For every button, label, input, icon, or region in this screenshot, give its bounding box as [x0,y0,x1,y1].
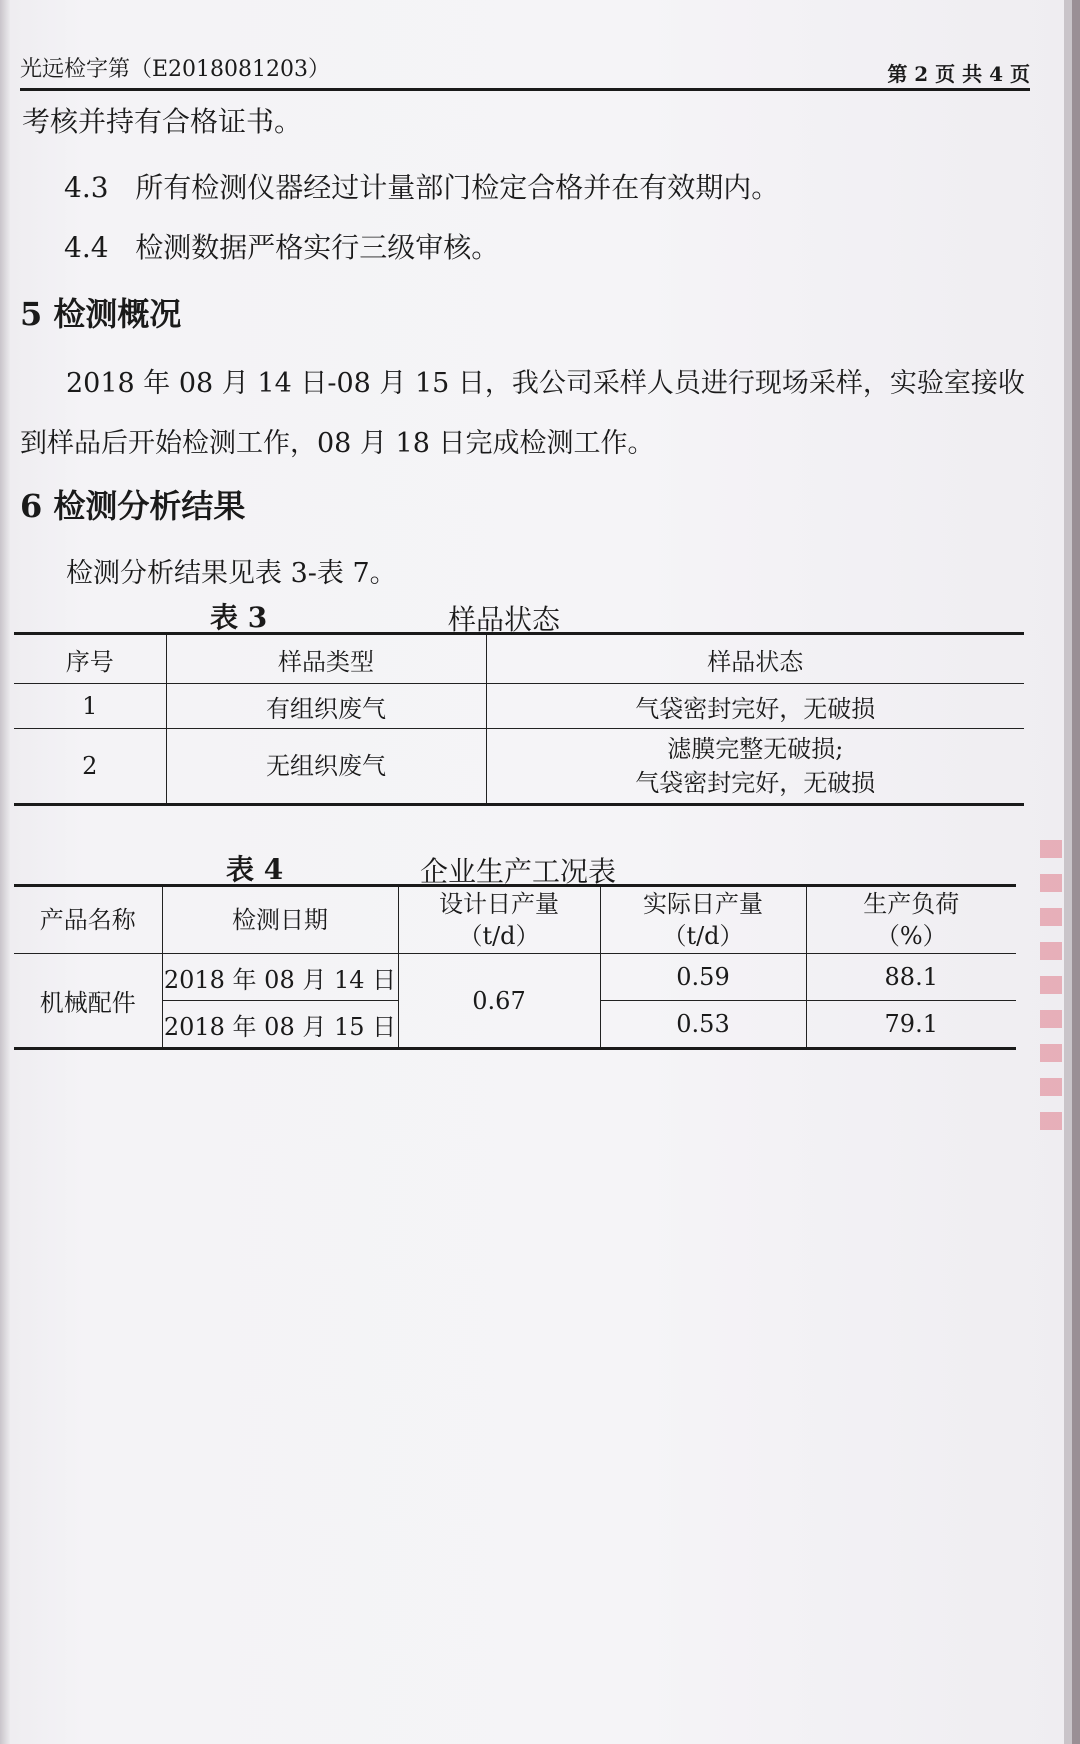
column-header-design-output [398,886,600,954]
sample-type: 无组织废气 [166,729,486,805]
header-line: 设计日产量 [439,890,559,918]
column-header: 样品类型 [166,634,486,684]
page-spine-shadow [0,0,10,1744]
header-unit: （%） [875,922,947,950]
seal-stamp-edge [1040,840,1062,1140]
table-row [14,954,1016,1001]
item-4-3 [64,170,779,206]
header-line: 实际日产量 [643,890,763,918]
section-5-paragraph-line-2: 到样品后开始检测工作，08 月 18 日完成检测工作。 [20,428,655,459]
table-header-row [14,886,1016,954]
continued-line: 考核并持有合格证书。 [22,105,303,138]
design-output: 0.67 [398,954,600,1049]
column-header-actual-output [600,886,806,954]
test-date: 2018 年 08 月 15 日 [162,1001,398,1049]
table-4-label: 表 4 [226,853,284,886]
sample-state-line-1: 滤膜完整无破损; [667,735,844,763]
header-line: 生产负荷 [863,890,960,918]
column-header-load [806,886,1016,954]
actual-output: 0.53 [600,1001,806,1049]
header-unit: （t/d） [458,922,540,950]
production-load: 79.1 [806,1001,1016,1049]
page-header [20,48,1030,91]
production-load: 88.1 [806,954,1016,1001]
item-number: 4.3 [64,171,109,204]
item-number: 4.4 [64,231,109,264]
sample-number: 1 [14,684,166,729]
column-header-date: 检测日期 [162,886,398,954]
section-5-paragraph-line-1: 2018 年 08 月 14 日-08 月 15 日，我公司采样人员进行现场采样，实验室接收 [66,368,1025,399]
test-date: 2018 年 08 月 14 日 [162,954,398,1001]
sample-number: 2 [14,729,166,805]
sample-state: 气袋密封完好，无破损 [486,684,1024,729]
table-3-title: 样品状态 [448,603,561,636]
section-5-heading: 5 检测概况 [20,295,182,333]
column-header: 序号 [14,634,166,684]
section-6-heading: 6 检测分析结果 [20,487,246,525]
product-name: 机械配件 [14,954,162,1049]
page-indicator: 第 2 页 共 4 页 [887,62,1030,86]
sample-state [486,729,1024,805]
table-3-label: 表 3 [210,601,268,634]
table-header-row [14,634,1024,684]
actual-output: 0.59 [600,954,806,1001]
sample-status-table [14,632,1024,806]
item-text: 检测数据严格实行三级审核。 [135,231,500,264]
table-row [14,684,1024,729]
report-number: 光远检字第（E2018081203） [20,57,331,82]
table-4-title: 企业生产工况表 [420,855,617,888]
sample-state-line-2: 气袋密封完好，无破损 [635,769,876,797]
sample-type: 有组织废气 [166,684,486,729]
table-row [14,729,1024,805]
production-condition-table [14,884,1016,1050]
column-header: 样品状态 [486,634,1024,684]
column-header-product: 产品名称 [14,886,162,954]
header-unit: （t/d） [662,922,744,950]
item-text: 所有检测仪器经过计量部门检定合格并在有效期内。 [135,171,780,204]
section-6-paragraph: 检测分析结果见表 3-表 7。 [66,558,397,589]
item-4-4 [64,230,499,266]
